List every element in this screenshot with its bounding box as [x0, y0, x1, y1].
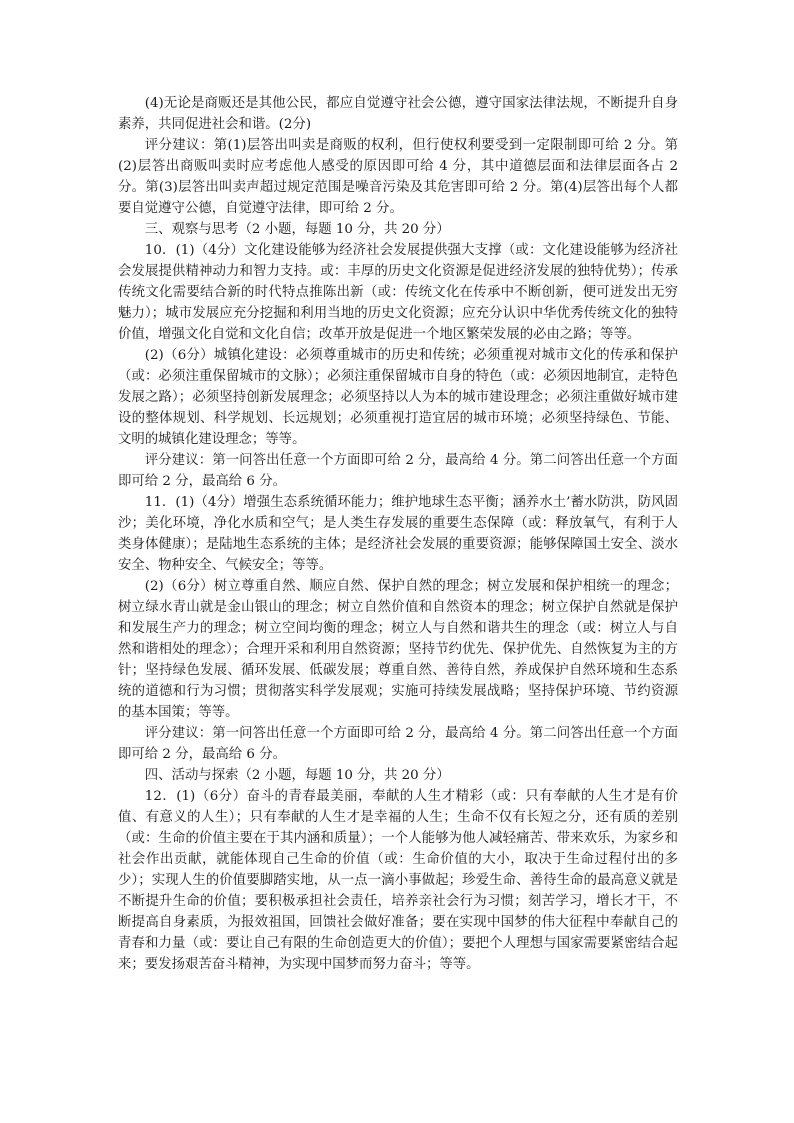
paragraph-scoring-note-9: 评分建议：第(1)层答出叫卖是商贩的权利，但行使权利要受到一定限制即可给 2 分。第(2)层答出商贩叫卖时应考虑他人感受的原因即可给 4 分，其中道德层面和法律层面各占 2 分。第(3)层答出叫卖声超过规定范围是噪音污染及其危害即可给 2 分。第(4)层答出每个人都要自觉遵守公德，自觉遵守法律，即可给 2 分。 [118, 138, 678, 216]
paragraph-q11-part2: (2)（6分）树立尊重自然、顺应自然、保护自然的理念；树立发展和保护相统一的理念；树立绿水青山就是金山银山的理念；树立自然价值和自然资本的理念；树立保护自然就是保护和发展生产力的理念；树立空间均衡的理念；树立人与自然和谐共生的理念（或：树立人与自然和谐相处的理念）；合理开采和利用自然资源；坚持节约优先、保护优先、自然恢复为主的方针；坚持绿色发展、循环发展、低碳发展；尊重自然、善待自然，养成保护自然环境和生态系统的道德和行为习惯；贯彻落实科学发展观；实施可持续发展战略；坚持保护环境、节约资源的基本国策；等等。 [118, 579, 678, 720]
section-heading-observe-think: 三、观察与思考（2 小题，每题 10 分，共 20 分） [144, 222, 450, 237]
paragraph-scoring-note-10: 评分建议：第一问答出任意一个方面即可给 2 分，最高给 4 分。第二问答出任意一个方面即可给 2 分，最高给 6 分。 [118, 453, 678, 489]
paragraph-q10-part1: 10．(1)（4分）文化建设能够为经济社会发展提供强大支撑（或：文化建设能够为经济社会发展提供精神动力和智力支持。或：丰厚的历史文化资源是促进经济发展的独特优势）；传承传统文化需要结合新的时代特点推陈出新（或：传统文化在传承中不断创新，便可迸发出无穷魅力）；城市发展应充分挖掘和利用当地的历史文化资源；应充分认识中华优秀传统文化的独特价值，增强文化自觉和文化自信；改革开放是促进一个地区繁荣发展的必由之路；等等。 [118, 243, 678, 342]
paragraph-q11-part1: 11．(1)（4分）增强生态系统循环能力；维护地球生态平衡；涵养水土’蓄水防洪，防风固沙；美化环境，净化水质和空气；是人类生存发展的重要生态保障（或：释放氧气，有利于人类身体健康）；是陆地生态系统的主体；是经济社会发展的重要资源；能够保障国土安全、淡水安全、物种安全、气候安全；等等。 [118, 495, 678, 573]
section-heading-activity-explore: 四、活动与探索（2 小题，每题 10 分，共 20 分） [144, 768, 450, 783]
paragraph-q10-part2: (2)（6分）城镇化建设：必须尊重城市的历史和传统；必须重视对城市文化的传承和保护（或：必须注重保留城市的文脉）；必须注重保留城市自身的特色（或：必须因地制宜，走特色发展之路）；必须坚持创新发展理念；必须坚持以人为本的城市建设理念；必须注重做好城市建设的整体规划、科学规划、长远规划；必须重视打造宜居的城市环境；必须坚持绿色、节能、文明的城镇化建设理念；等等。 [118, 348, 678, 447]
paragraph-scoring-note-11: 评分建议：第一问答出任意一个方面即可给 2 分，最高给 4 分。第二问答出任意一个方面即可给 2 分，最高给 6 分。 [118, 726, 678, 762]
paragraph-answer-4: (4)无论是商贩还是其他公民，都应自觉遵守社会公德，遵守国家法律法规，不断提升自身素养，共同促进社会和谐。(2分) [118, 96, 678, 132]
paragraph-q12-part1: 12．(1)（6分）奋斗的青春最美丽，奉献的人生才精彩（或：只有奉献的人生才是有价值、有意义的人生）；只有奉献的人生才是幸福的人生；生命不仅有长短之分，还有质的差别（或：生命的价值主要在于其内涵和质量）；一个人能够为他人减轻痛苦、带来欢乐，为家乡和社会作出贡献，就能体现自己生命的价值（或：生命价值的大小，取决于生命过程付出的多少）；实现人生的价值要脚踏实地，从一点一滴小事做起；珍爱生命、善待生命的最高意义就是不断提升生命的价值；要积极承担社会责任，培养亲社会行为习惯；刻苦学习，增长才干，不断提高自身素质，为报效祖国，回馈社会做好准备；要在实现中国梦的伟大征程中奉献自己的青春和力量（或：要让自己有限的生命创造更大的价值）；要把个人理想与国家需要紧密结合起来；要发扬艰苦奋斗精神，为实现中国梦而努力奋斗；等等。 [118, 789, 678, 972]
answer-text-body [118, 93, 678, 975]
